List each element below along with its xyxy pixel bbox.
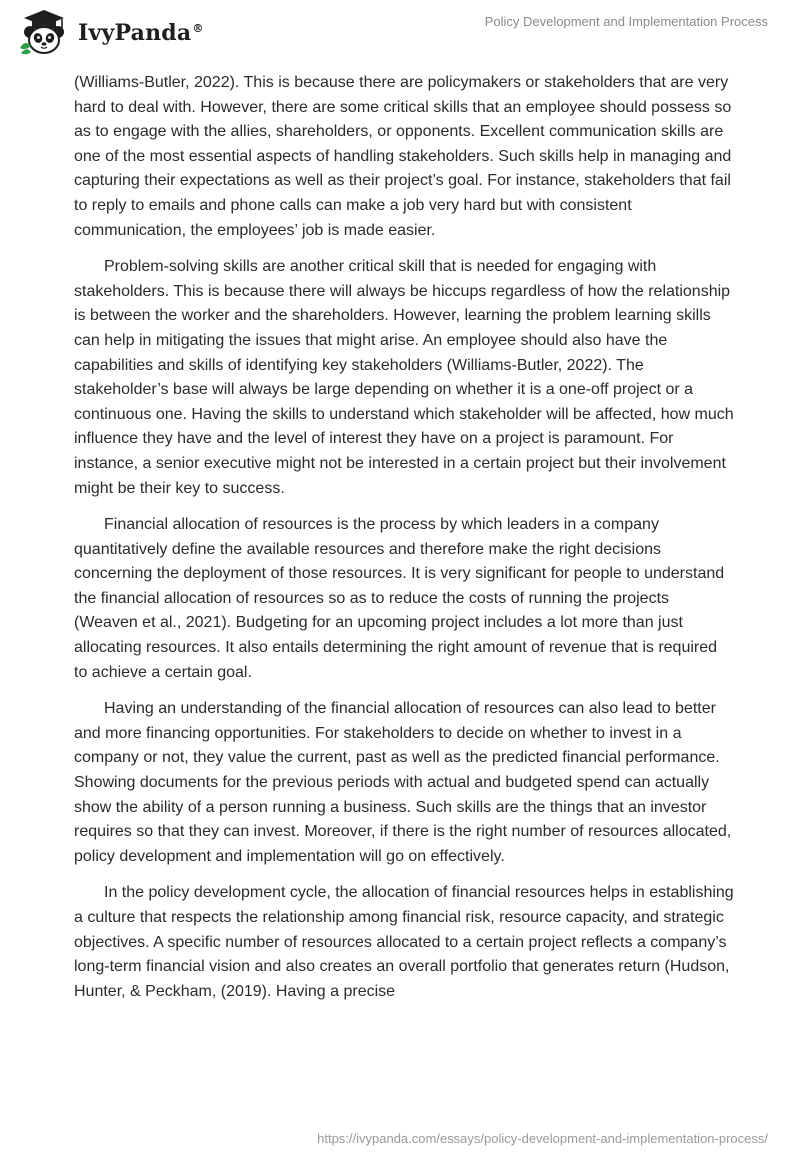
registered-mark: ® (192, 21, 204, 35)
paragraph-5: In the policy development cycle, the allocation of financial resources helps in establishing a culture that respects the relationship among financial risk, resource capacity, and strategic objectives. A specific number of resources allocated to a certain project reflects a company’s long-term financial vision and also creates an overall portfolio that generates return (Hudson, Hunter, & Peckham, (2019). Having a precise (74, 884, 734, 1000)
essay-body (74, 71, 734, 1016)
ivypanda-logo[interactable] (16, 8, 204, 56)
logo-wordmark (78, 20, 204, 46)
source-url-link[interactable]: https://ivypanda.com/essays/policy-development-and-implementation-process/ (317, 1131, 768, 1146)
panda-graduate-icon (16, 8, 72, 56)
logo-text: IvyPanda (78, 20, 192, 46)
page-header (0, 0, 800, 70)
paragraph-4: Having an understanding of the financial allocation of resources can also lead to better and more financing opportunities. For stakeholders to decide on whether to invest in a company or not, they value the current, past as well as the predicted financial performance. Showing documents for the previous periods with actual and budgeted spend can actually show the ability of a person running a business. Such skills are the things that an investor requires so that they can invest. Moreover, if there is the right number of resources allocated, policy development and implementation will go on effectively. (74, 700, 732, 865)
document-title: Policy Development and Implementation Process (484, 14, 768, 29)
paragraph-3: Financial allocation of resources is the process by which leaders in a company quantitatively define the available resources and therefore make the right decisions concerning the deployment of those resources. It is very significant for people to understand the financial allocation of resources so as to reduce the costs of running the projects (Weaven et al., 2021). Budgeting for an upcoming project includes a lot more than just allocating resources. It also entails determining the right amount of revenue that is required to achieve a certain goal. (74, 516, 725, 681)
paragraph-1: (Williams-Butler, 2022). This is because there are policymakers or stakeholders that are very hard to deal with. However, there are some critical skills that an employee should possess so as to engage with the allies, shareholders, or opponents. Excellent communication skills are one of the most essential aspects of handling stakeholders. Such skills help in managing and capturing their expectations as well as their project’s goal. For instance, stakeholders that fail to reply to emails and phone calls can make a job very hard but with consistent communication, the employees’ job is made easier. (74, 74, 732, 239)
paragraph-2: Problem-solving skills are another critical skill that is needed for engaging with stakeholders. This is because there will always be hiccups regardless of how the relationship is between the worker and the shareholders. However, learning the problem learning skills can help in mitigating the issues that might arise. An employee should also have the capabilities and skills of identifying key stakeholders (Williams-Butler, 2022). The stakeholder’s base will always be large depending on whether it is a one-off project or a continuous one. Having the skills to understand which stakeholder will be affected, how much influence they have and the level of interest they have on a project is paramount. For instance, a senior executive might not be interested in a certain project but their involvement might be their key to success. (74, 258, 734, 497)
